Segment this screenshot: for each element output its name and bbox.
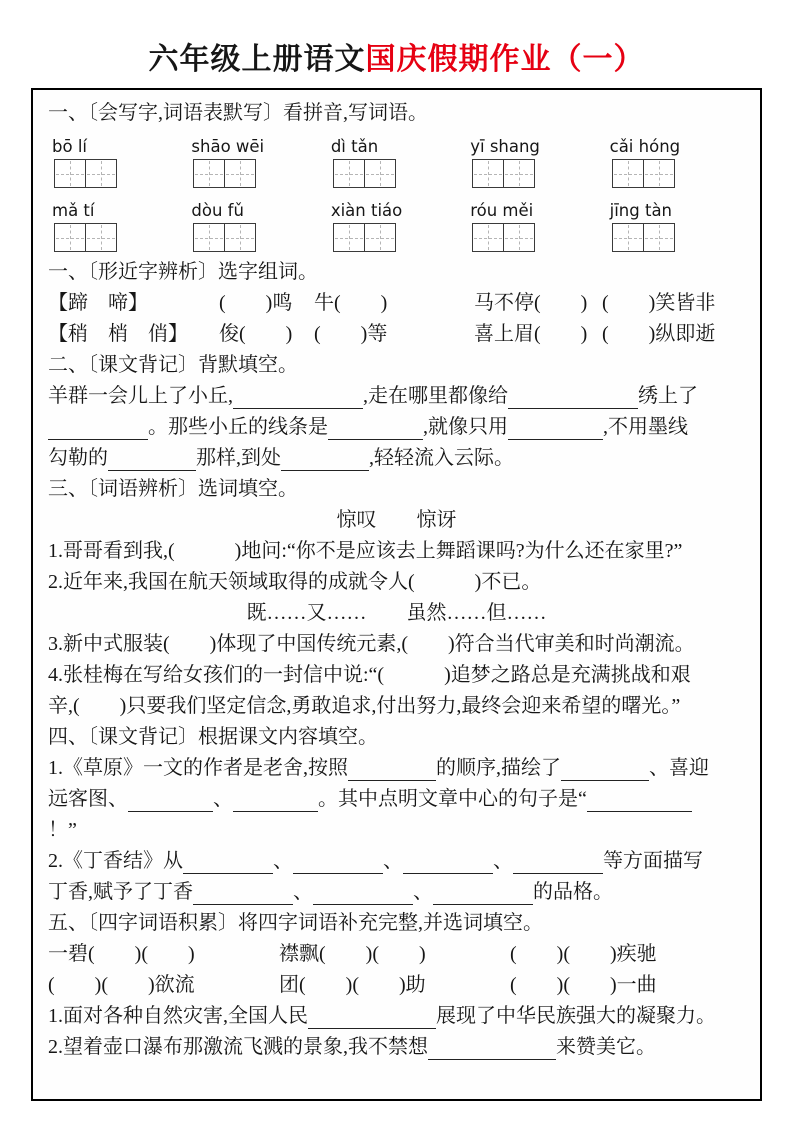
pinyin-row (48, 193, 745, 220)
choice-cell: 马不停( ) (474, 292, 588, 314)
pinyin-label: róu měi (470, 201, 534, 220)
text-run: 三、〔词语辨析〕选词填空。 (48, 478, 298, 500)
text-run: 来赞美它。 (556, 1036, 656, 1058)
choice-cell: ( )鸣 (219, 292, 293, 314)
grid-cell (333, 159, 365, 188)
answer-blank (48, 418, 148, 440)
tianzige-grid (193, 159, 255, 188)
tianzige-grid (472, 159, 534, 188)
writing-grid-row (48, 156, 745, 193)
text-run: ,轻轻流入云际。 (369, 447, 514, 469)
text-run: 1.面对各种自然灾害,全国人民 (48, 1005, 308, 1027)
text-run: 远客图、 (48, 788, 128, 810)
answer-blank (293, 852, 383, 874)
text-line (48, 877, 745, 908)
choice-cell: 喜上眉( ) (474, 323, 588, 345)
writing-grid (606, 159, 745, 193)
choice-cell: ( )笑皆非 (602, 292, 716, 314)
answer-blank (428, 1038, 556, 1060)
grid-cell (224, 223, 256, 252)
answer-blank (233, 790, 318, 812)
grid-cell (364, 159, 396, 188)
tianzige-grid (333, 223, 395, 252)
text-run: 、 (493, 850, 513, 872)
text-run: 、喜迎 (649, 757, 709, 779)
section-header (48, 474, 745, 505)
text-line (48, 1001, 745, 1032)
text-run: 一、〔会写字,词语表默写〕看拼音,写词语。 (48, 102, 428, 124)
text-line (48, 753, 745, 784)
writing-grid (466, 159, 605, 193)
pinyin-label: shāo wēi (191, 137, 265, 156)
answer-blank (348, 759, 436, 781)
text-run: 羊群一会儿上了小丘, (48, 385, 233, 407)
text-line (48, 846, 745, 877)
grid-cell (472, 223, 504, 252)
writing-grid (327, 159, 466, 193)
choice-cell: 【稍 梢 俏】 (48, 323, 188, 345)
text-line (48, 412, 745, 443)
writing-grid (327, 223, 466, 257)
title-course: 六年级上册语文 (148, 43, 366, 76)
text-run: 惊叹 惊讶 (336, 509, 457, 531)
grid-cell (54, 159, 86, 188)
pinyin-label: jīng tàn (609, 201, 673, 220)
section-header (48, 722, 745, 753)
text-run: 、 (273, 850, 293, 872)
page-title (0, 0, 793, 78)
grid-cell (85, 223, 117, 252)
tianzige-grid (54, 223, 116, 252)
pinyin-row (48, 129, 745, 156)
text-line (48, 1032, 745, 1063)
text-line (48, 784, 745, 815)
answer-blank (183, 852, 273, 874)
text-run: 绣上了 (638, 385, 698, 407)
text-run: 、 (383, 850, 403, 872)
answer-blank (128, 790, 213, 812)
worksheet-body (31, 88, 762, 1101)
tianzige-grid (612, 159, 674, 188)
choice-cell: 牛( ) (314, 292, 388, 314)
answer-blank (508, 418, 603, 440)
text-line (48, 505, 745, 536)
writing-grid (187, 223, 326, 257)
grid-cell (364, 223, 396, 252)
text-run: 一、〔形近字辨析〕选字组词。 (48, 261, 318, 283)
writing-grid (48, 223, 187, 257)
choice-cell: ( )等 (314, 323, 388, 345)
text-run: 五、〔四字词语积累〕将四字词语补充完整,并选词填空。 (48, 912, 543, 934)
text-run: 的品格。 (533, 881, 613, 903)
text-run: 1.《草原》一文的作者是老舍,按照 (48, 757, 348, 779)
choice-row (48, 970, 745, 1001)
answer-blank (508, 387, 638, 409)
text-run: 辛,( )只要我们坚定信念,勇敢追求,付出努力,最终会迎来希望的曙光。” (48, 695, 681, 717)
answer-blank (313, 883, 413, 905)
section-header (48, 350, 745, 381)
tianzige-grid (612, 223, 674, 252)
grid-cell (85, 159, 117, 188)
choice-row (48, 319, 745, 350)
choice-cell: ( )( )一曲 (510, 974, 657, 996)
pinyin-label: yī shang (470, 137, 540, 156)
grid-cell (193, 159, 225, 188)
text-run: 、 (413, 881, 433, 903)
choice-row (48, 939, 745, 970)
answer-blank (193, 883, 293, 905)
text-line (48, 536, 745, 567)
writing-grid (48, 159, 187, 193)
grid-cell (503, 159, 535, 188)
text-run: 、 (293, 881, 313, 903)
text-run: 丁香,赋予了丁香 (48, 881, 193, 903)
section-header (48, 257, 745, 288)
pinyin-label: cǎi hóng (609, 137, 681, 156)
text-run: 既……又…… 虽然……但…… (246, 602, 547, 624)
answer-blank (433, 883, 533, 905)
answer-blank (328, 418, 423, 440)
writing-grid-row (48, 220, 745, 257)
title-holiday-assignment: 国庆假期作业（一） (365, 43, 645, 76)
text-run: 的顺序,描绘了 (436, 757, 561, 779)
pinyin-label: bō lí (52, 137, 87, 156)
answer-blank (308, 1007, 436, 1029)
section-header (48, 908, 745, 939)
text-run: 展现了中华民族强大的凝聚力。 (436, 1005, 716, 1027)
text-line (48, 443, 745, 474)
text-run: 二、〔课文背记〕背默填空。 (48, 354, 298, 376)
choice-cell: 一碧( )( ) (48, 943, 195, 965)
text-run: 勾勒的 (48, 447, 108, 469)
pinyin-label: dòu fǔ (191, 201, 244, 220)
text-run: 2.《丁香结》从 (48, 850, 183, 872)
text-line (48, 381, 745, 412)
grid-cell (472, 159, 504, 188)
section-header (48, 98, 745, 129)
tianzige-grid (54, 159, 116, 188)
writing-grid (187, 159, 326, 193)
choice-row (48, 288, 745, 319)
writing-grid (606, 223, 745, 257)
answer-blank (281, 449, 369, 471)
grid-cell (54, 223, 86, 252)
pinyin-label: xiàn tiáo (330, 201, 403, 220)
grid-cell (193, 223, 225, 252)
answer-blank (513, 852, 603, 874)
choice-cell: 俊( ) (219, 323, 293, 345)
text-run: ,走在哪里都像给 (363, 385, 508, 407)
choice-cell: ( )( )疾驰 (510, 943, 657, 965)
grid-cell (612, 159, 644, 188)
choice-cell: ( )纵即逝 (602, 323, 716, 345)
grid-cell (224, 159, 256, 188)
grid-cell (333, 223, 365, 252)
text-line (48, 567, 745, 598)
text-run: 、 (213, 788, 233, 810)
pinyin-label: dì tǎn (330, 137, 379, 156)
answer-blank (108, 449, 196, 471)
choice-cell: 襟飘( )( ) (279, 943, 426, 965)
answer-blank (561, 759, 649, 781)
pinyin-label: mǎ tí (52, 201, 95, 220)
choice-cell: 【蹄 啼】 (48, 292, 148, 314)
text-run: 。其中点明文章中心的句子是“ (318, 788, 587, 810)
grid-cell (643, 159, 675, 188)
text-run: ,就像只用 (423, 416, 508, 438)
answer-blank (587, 790, 692, 812)
text-run: 2.近年来,我国在航天领域取得的成就令人( )不已。 (48, 571, 542, 593)
text-run: 。那些小丘的线条是 (148, 416, 328, 438)
choice-cell: ( )( )欲流 (48, 974, 195, 996)
text-line (48, 598, 745, 629)
grid-cell (643, 223, 675, 252)
answer-blank (233, 387, 363, 409)
grid-cell (503, 223, 535, 252)
text-line (48, 815, 745, 846)
writing-grid (466, 223, 605, 257)
text-run: ！” (48, 819, 77, 841)
tianzige-grid (472, 223, 534, 252)
text-line (48, 691, 745, 722)
text-line (48, 660, 745, 691)
answer-blank (403, 852, 493, 874)
text-run: 那样,到处 (196, 447, 281, 469)
text-run: ,不用墨线 (603, 416, 688, 438)
text-run: 1.哥哥看到我,( )地问:“你不是应该去上舞蹈课吗?为什么还在家里?” (48, 540, 683, 562)
text-line (48, 629, 745, 660)
tianzige-grid (333, 159, 395, 188)
text-run: 四、〔课文背记〕根据课文内容填空。 (48, 726, 378, 748)
text-run: 2.望着壶口瀑布那激流飞溅的景象,我不禁想 (48, 1036, 428, 1058)
choice-cell: 团( )( )助 (279, 974, 426, 996)
text-run: 4.张桂梅在写给女孩们的一封信中说:“( )追梦之路总是充满挑战和艰 (48, 664, 691, 686)
text-run: 3.新中式服装( )体现了中国传统元素,( )符合当代审美和时尚潮流。 (48, 633, 695, 655)
text-run: 等方面描写 (603, 850, 703, 872)
tianzige-grid (193, 223, 255, 252)
grid-cell (612, 223, 644, 252)
